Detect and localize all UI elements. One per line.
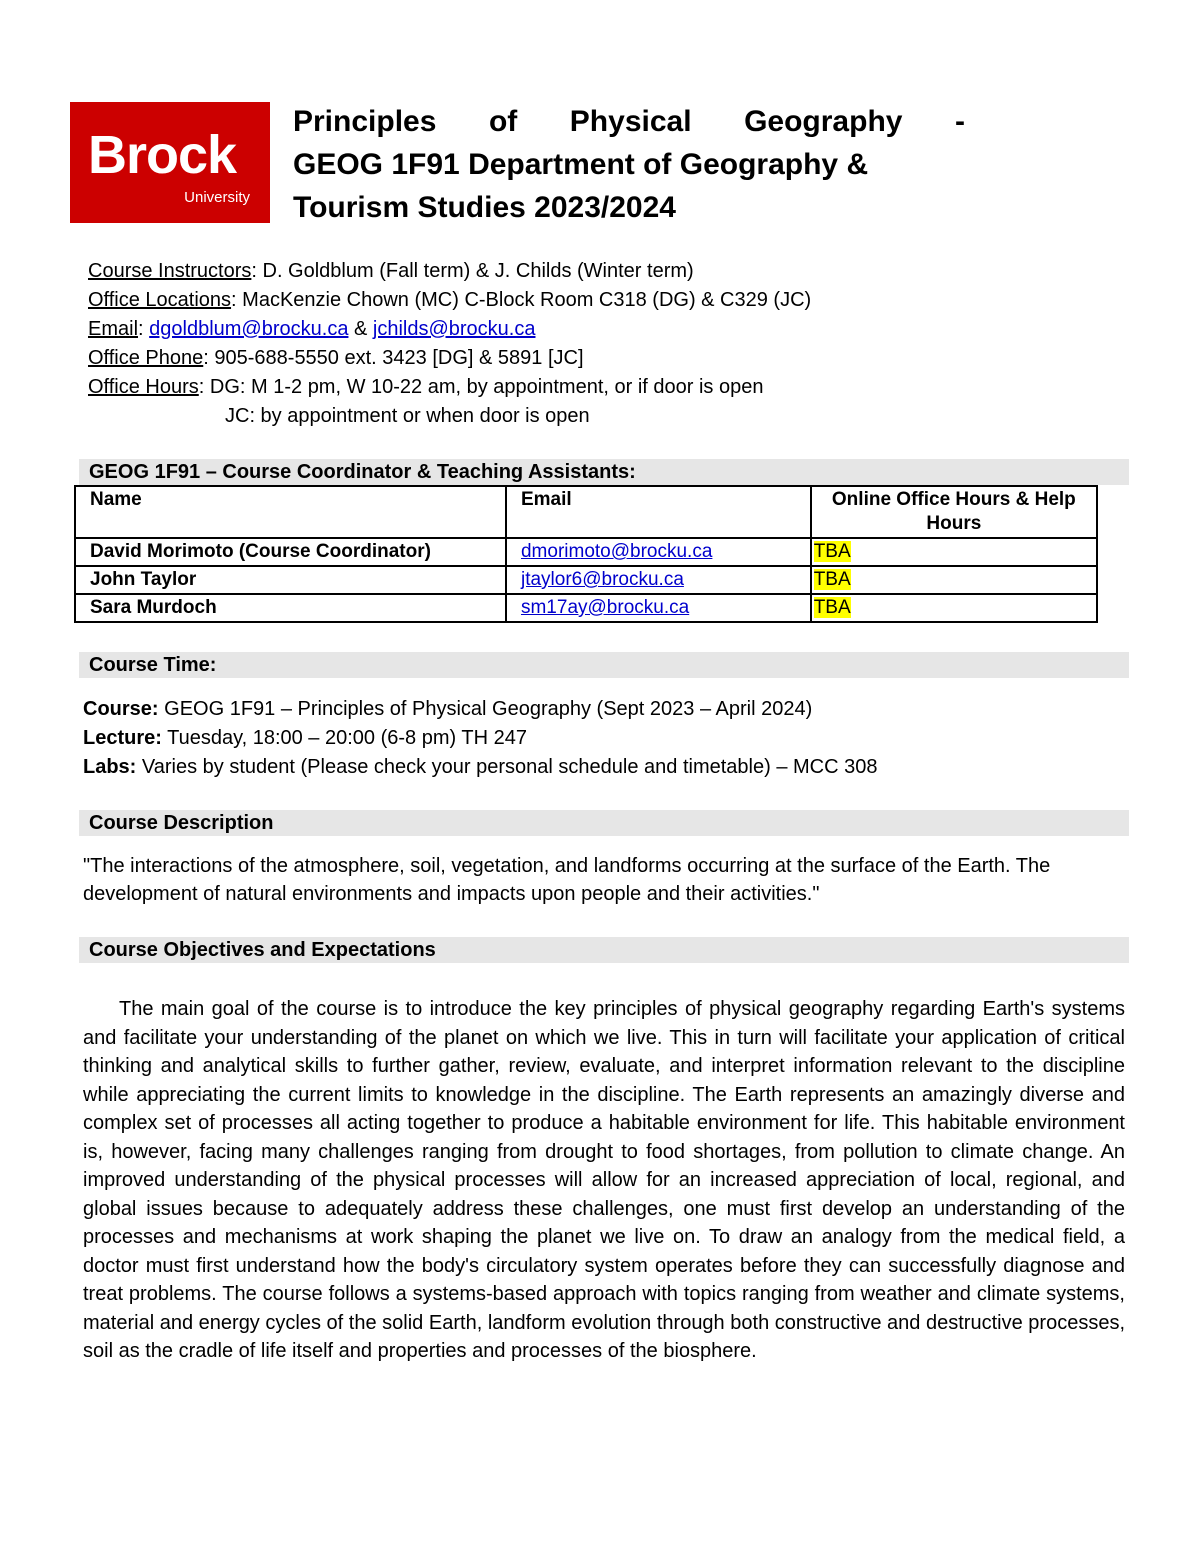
logo-wordmark: Brock — [88, 125, 237, 185]
course-objectives-text: The main goal of the course is to introduce the key principles of physical geography regarding Earth's systems and facilitate your understanding of the planet on which we live. This in turn will facilitate your application of critical thinking and analytical skills to further gather, review, evaluate, and interpret information relevant to the discipline while appreciating the current limits to knowledge in the discipline. The Earth represents an amazingly diverse and complex set of processes all acting together to produce a habitable environment for life. This habitable environment is, however, facing many challenges ranging from drought to food shortages, from pollution to climate change. An improved understanding of the physical processes will allow for an increased appreciation of local, regional, and global issues because to adequately address these challenges, one must first develop an understanding of the processes and mechanisms at work shaping the planet we live on. To draw an analogy from the medical field, a doctor must first understand how the body's circulatory system operates before they can successfully diagnose and treat problems. The course follows a systems-based approach with topics ranging from weather and climate systems, material and energy cycles of the solid Earth, landform evolution through both constructive and destructive processes, soil as the cradle of life itself and properties and processes of the biosphere. — [83, 998, 1125, 1362]
ta-email-link[interactable]: dmorimoto@brocku.ca — [520, 541, 713, 562]
title-line-2: GEOG 1F91 Department of Geography & — [293, 148, 869, 181]
logo-subtitle: University — [184, 189, 250, 206]
locations-value: : MacKenzie Chown (MC) C-Block Room C318 (DG) & C329 (JC) — [231, 289, 812, 311]
course-label: Course: — [83, 698, 159, 720]
title-line-3: Tourism Studies 2023/2024 — [293, 191, 676, 224]
table-row — [75, 538, 1097, 566]
course-objectives-body — [83, 995, 1125, 1366]
email-sep: : — [138, 318, 144, 340]
ta-section-heading: GEOG 1F91 – Course Coordinator & Teaching Assistants: — [79, 459, 1129, 485]
ta-hours: TBA — [813, 541, 851, 562]
page-title — [293, 100, 965, 229]
lecture-value: Tuesday, 18:00 – 20:00 (6-8 pm) TH 247 — [161, 727, 527, 749]
lecture-row — [83, 724, 877, 753]
phone-value: : 905-688-5550 ext. 3423 [DG] & 5891 [JC] — [203, 347, 584, 369]
title-line-1: Principles of Physical Geography - — [293, 105, 965, 138]
ta-hours-cell — [811, 594, 1097, 622]
phone-label: Office Phone — [88, 347, 204, 369]
column-header-email: Email — [506, 486, 811, 538]
course-time-heading: Course Time: — [79, 652, 1129, 678]
course-description-heading: Course Description — [79, 810, 1129, 836]
locations-label: Office Locations — [88, 289, 232, 311]
ta-hours: TBA — [813, 569, 851, 590]
table-row — [75, 566, 1097, 594]
course-objectives-heading: Course Objectives and Expectations — [79, 937, 1129, 963]
ta-table — [74, 485, 1098, 623]
ta-hours-cell — [811, 538, 1097, 566]
phone-row — [88, 344, 811, 373]
course-time-details — [83, 695, 877, 782]
email-amp: & — [348, 318, 373, 340]
course-description-text: "The interactions of the atmosphere, soil, vegetation, and landforms occurring at the surface of the Earth. The development of natural environments and impacts upon people and their activities." — [83, 855, 1051, 905]
hours-row-2 — [88, 402, 811, 431]
instructor-info — [88, 257, 811, 431]
course-row — [83, 695, 877, 724]
email-label: Email — [88, 318, 139, 340]
labs-row — [83, 753, 877, 782]
hours-row — [88, 373, 811, 402]
ta-email-cell — [506, 538, 811, 566]
table-row — [75, 594, 1097, 622]
instructors-value: : D. Goldblum (Fall term) & J. Childs (Winter term) — [251, 260, 694, 282]
lecture-label: Lecture: — [83, 727, 162, 749]
email-link-jchilds[interactable]: jchilds@brocku.ca — [372, 318, 536, 340]
instructors-row — [88, 257, 811, 286]
ta-email-cell — [506, 594, 811, 622]
instructors-label: Course Instructors — [88, 260, 252, 282]
hours-value-2: JC: by appointment or when door is open — [225, 405, 590, 427]
ta-hours: TBA — [813, 597, 851, 618]
column-header-name: Name — [75, 486, 506, 538]
ta-name: Sara Murdoch — [75, 594, 506, 622]
table-header-row — [75, 486, 1097, 538]
hours-value: : DG: M 1-2 pm, W 10-22 am, by appointment, or if door is open — [198, 376, 764, 398]
labs-label: Labs: — [83, 756, 137, 778]
labs-value: Varies by student (Please check your personal schedule and timetable) – MCC 308 — [136, 756, 878, 778]
ta-email-cell — [506, 566, 811, 594]
hours-label: Office Hours — [88, 376, 199, 398]
ta-email-link[interactable]: jtaylor6@brocku.ca — [520, 569, 684, 590]
ta-name: John Taylor — [75, 566, 506, 594]
ta-hours-cell — [811, 566, 1097, 594]
ta-email-link[interactable]: sm17ay@brocku.ca — [520, 597, 690, 618]
email-link-dgoldblum[interactable]: dgoldblum@brocku.ca — [149, 318, 349, 340]
email-row — [88, 315, 811, 344]
brock-university-logo — [70, 102, 270, 223]
ta-name: David Morimoto (Course Coordinator) — [75, 538, 506, 566]
course-value: GEOG 1F91 – Principles of Physical Geography (Sept 2023 – April 2024) — [158, 698, 813, 720]
column-header-hours: Online Office Hours & Help Hours — [811, 486, 1097, 538]
locations-row — [88, 286, 811, 315]
